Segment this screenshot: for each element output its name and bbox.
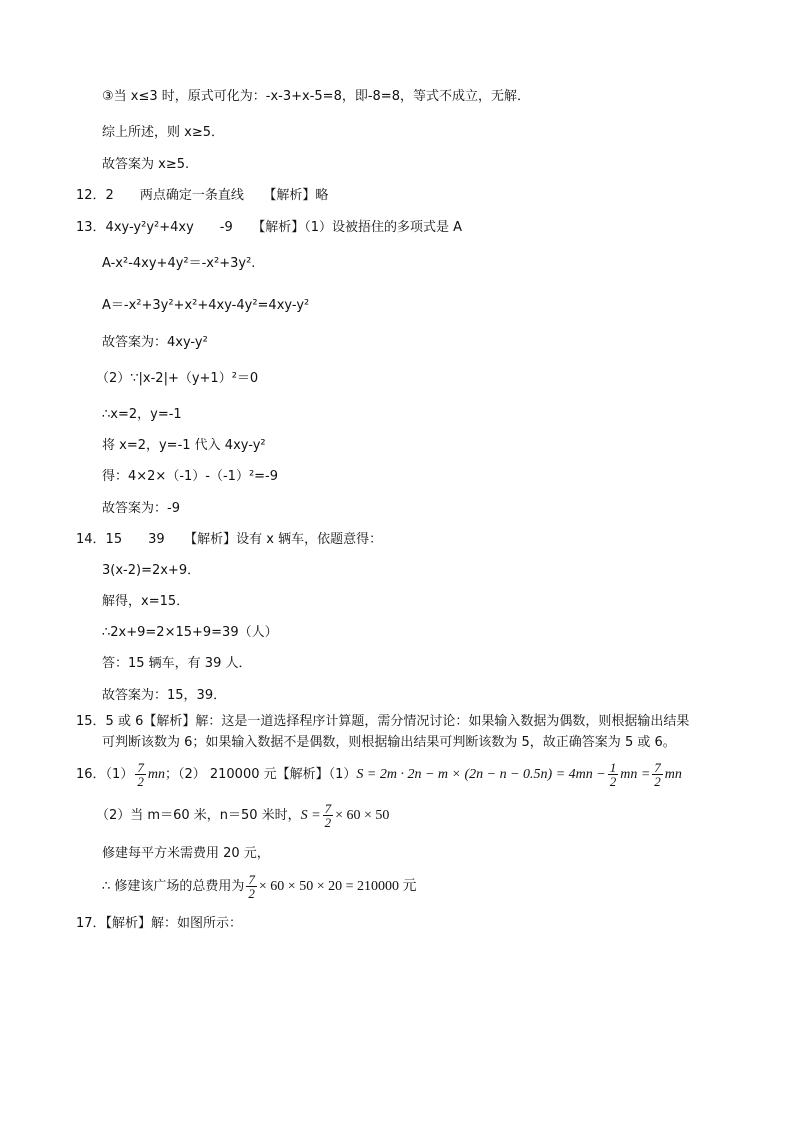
q13-part2: （2）∵|x-2|+（y+1）²＝0	[96, 371, 259, 386]
question-12: 12．2 两点确定一条直线 【解析】略	[76, 188, 329, 203]
q16-number: 16．	[76, 767, 106, 782]
q13-step1: A-x²-4xy+4y²＝-x²+3y².	[102, 256, 256, 271]
q14-equation: 3(x-2)=2x+9．	[102, 563, 201, 578]
line-summary: 综上所述，则 x≥5．	[102, 125, 224, 140]
question-15-cont: 可判断该数为 6；如果输入数据不是偶数，则根据输出结果可判断该数为 5，故正确答案为 5 或 6。	[102, 735, 676, 750]
question-13: 13．4xy-y²y²+4xy -9 【解析】（1）设被捂住的多项式是 A	[76, 220, 463, 235]
fraction-1-2: $\frac{1}{2}$	[609, 760, 617, 789]
q13-calc: 得：4×2×（-1）-（-1）²=-9	[102, 469, 279, 484]
q14-reply: 答：15 辆车，有 39 人．	[102, 656, 252, 671]
fraction-7-2: $\frac{7}{2}$	[137, 760, 144, 789]
q16-part1: （1）	[105, 767, 134, 782]
q16-cost-per-m2: 修建每平方米需费用 20 元，	[102, 846, 270, 861]
q13-substitute: 将 x=2，y=-1 代入 4xy-y²	[102, 438, 266, 453]
q13-answer2: 故答案为：-9	[102, 501, 180, 516]
q16-part2: （2） 210000 元【解析】（1）	[177, 767, 357, 782]
line-case3: ③当 x≤3 时，原式可化为：-x-3+x-5=8，即-8=8，等式不成立，无解．	[102, 89, 530, 104]
question-14: 14．15 39 【解析】设有 x 辆车，依题意得：	[76, 532, 383, 547]
q16-part2-calc: （2）当 m＝60 米，n＝50 米时，S = $\frac{7}{2}$ × 60 × 50	[96, 801, 390, 830]
q13-answer1: 故答案为：4xy-y²	[102, 335, 208, 350]
q14-people: ∴2x+9=2×15+9=39（人）	[102, 625, 278, 640]
q13-step2: A＝-x²+3y²+x²+4xy-4y²=4xy-y²	[102, 298, 310, 313]
q14-solve: 解得，x=15．	[102, 594, 190, 609]
fraction-7-2-c: $\frac{7}{2}$	[324, 801, 332, 830]
question-17: 17．【解析】解：如图所示：	[76, 916, 243, 931]
question-16: 16．（1） $\frac{7}{2}$ mn；（2） 210000 元【解析】（1）S = 2m · 2n − m × (2n − n − 0.5n) = 4mn − $\frac{1}{2}$ mn = $\frac{7}{2}$ mn	[76, 760, 682, 789]
q16-equation: S = 2m · 2n − m × (2n − n − 0.5n) = 4mn −	[356, 767, 606, 782]
fraction-7-2-b: $\frac{7}{2}$	[654, 760, 661, 789]
q13-xy: ∴x=2，y=-1	[102, 407, 182, 422]
question-15: 15．5 或 6【解析】解：这是一道选择程序计算题，需分情况讨论：如果输入数据为偶数，则根据输出结果	[76, 714, 690, 729]
q14-answer: 故答案为：15，39．	[102, 688, 227, 703]
q16-total-cost: ∴ 修建该广场的总费用为 $\frac{7}{2}$ × 60 × 50 × 20 = 210000 元	[102, 872, 417, 901]
fraction-7-2-d: $\frac{7}{2}$	[248, 872, 255, 901]
line-answer-11: 故答案为 x≥5.	[102, 157, 190, 172]
